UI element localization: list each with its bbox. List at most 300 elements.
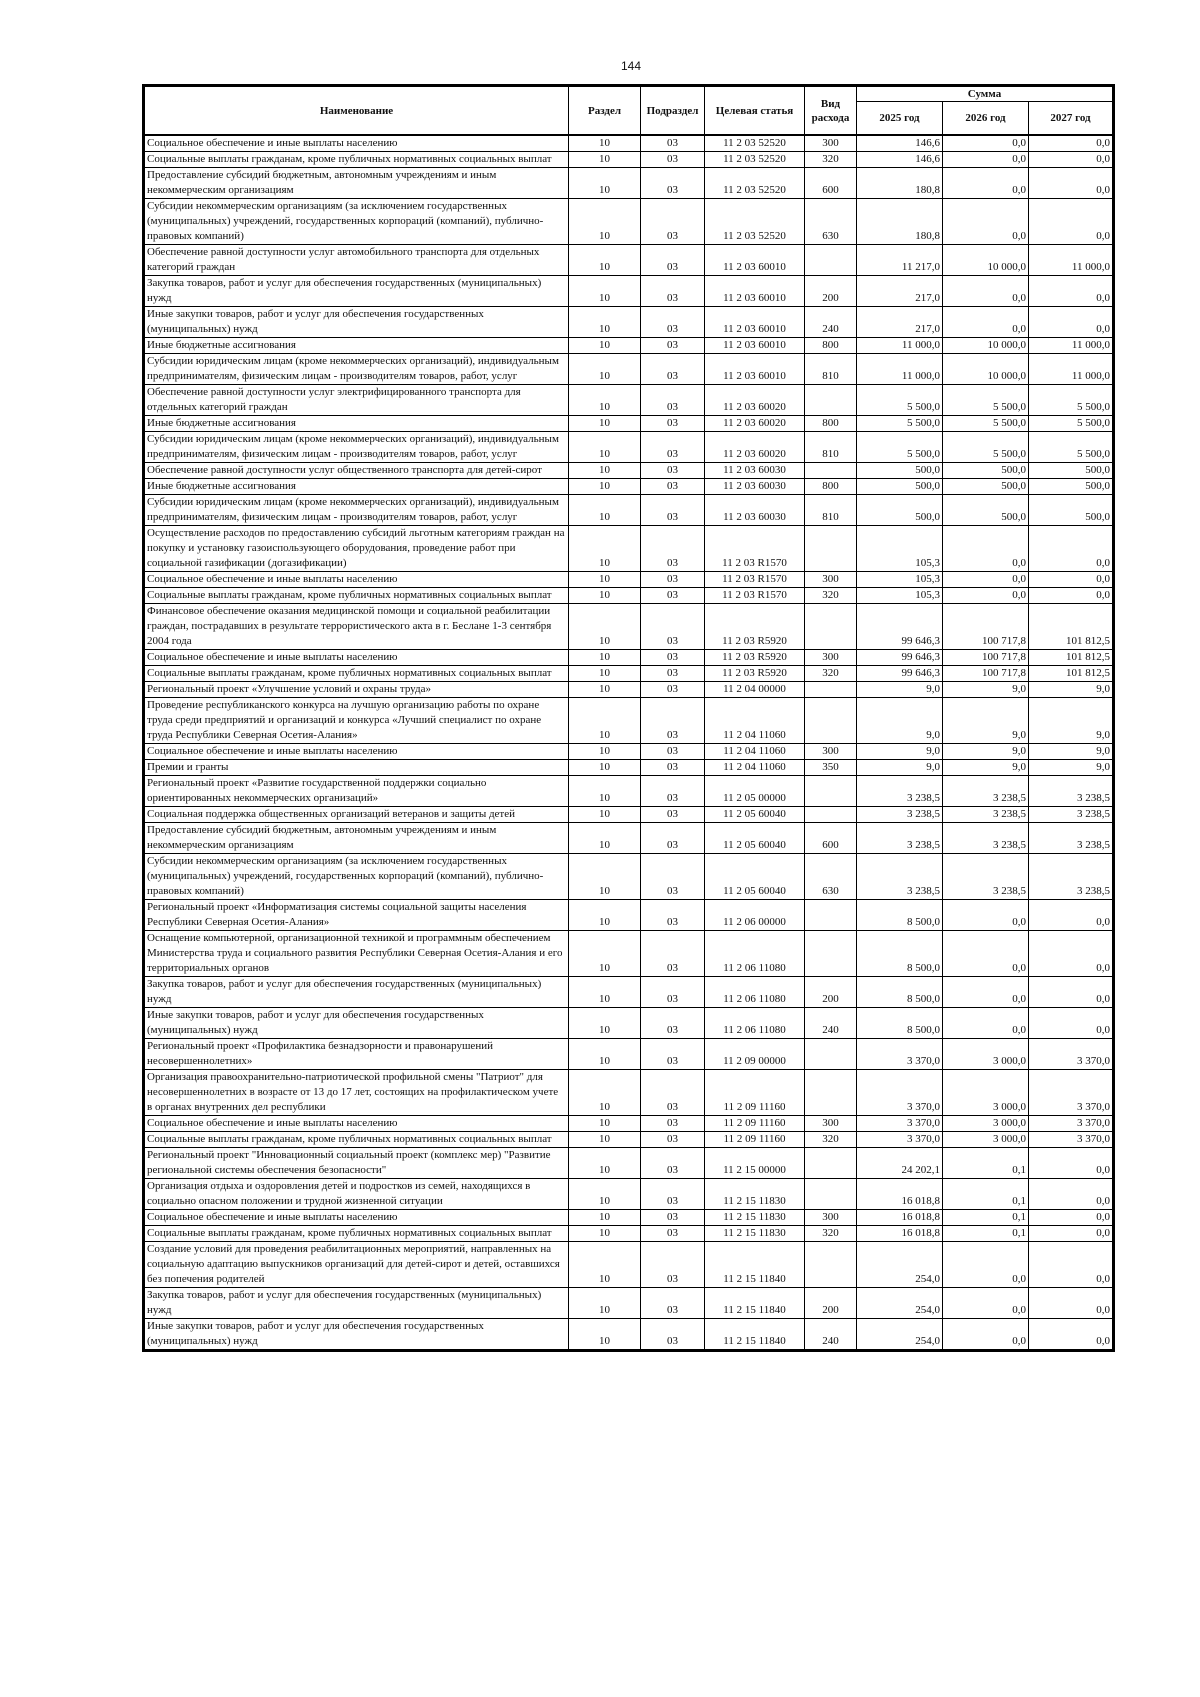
cell-podrazdel: 03 <box>641 1242 705 1288</box>
cell-tselevaya-statya: 11 2 06 11080 <box>705 977 805 1008</box>
cell-podrazdel: 03 <box>641 823 705 854</box>
cell-tselevaya-statya: 11 2 04 11060 <box>705 760 805 776</box>
cell-2025: 3 238,5 <box>857 854 943 900</box>
cell-razdel: 10 <box>569 199 641 245</box>
cell-vid-raskhoda: 300 <box>805 572 857 588</box>
cell-2027: 3 238,5 <box>1029 823 1113 854</box>
table-row <box>145 1226 1113 1242</box>
cell-tselevaya-statya: 11 2 03 60020 <box>705 385 805 416</box>
cell-tselevaya-statya: 11 2 15 11830 <box>705 1210 805 1226</box>
cell-razdel: 10 <box>569 1319 641 1350</box>
table-row <box>145 977 1113 1008</box>
cell-2025: 5 500,0 <box>857 432 943 463</box>
cell-vid-raskhoda: 300 <box>805 135 857 152</box>
cell-tselevaya-statya: 11 2 06 00000 <box>705 900 805 931</box>
cell-2026: 5 500,0 <box>943 416 1029 432</box>
cell-2025: 254,0 <box>857 1242 943 1288</box>
cell-podrazdel: 03 <box>641 135 705 152</box>
cell-2027: 11 000,0 <box>1029 354 1113 385</box>
table-row <box>145 807 1113 823</box>
header-tselevaya-statya: Целевая статья <box>705 87 805 136</box>
cell-vid-raskhoda: 200 <box>805 977 857 1008</box>
cell-2027: 3 370,0 <box>1029 1070 1113 1116</box>
cell-vid-raskhoda: 240 <box>805 1008 857 1039</box>
cell-razdel: 10 <box>569 588 641 604</box>
cell-tselevaya-statya: 11 2 09 11160 <box>705 1070 805 1116</box>
cell-tselevaya-statya: 11 2 05 60040 <box>705 807 805 823</box>
table-row <box>145 1070 1113 1116</box>
cell-vid-raskhoda <box>805 776 857 807</box>
cell-tselevaya-statya: 11 2 15 11840 <box>705 1288 805 1319</box>
cell-tselevaya-statya: 11 2 09 11160 <box>705 1132 805 1148</box>
cell-podrazdel: 03 <box>641 307 705 338</box>
cell-vid-raskhoda <box>805 526 857 572</box>
cell-tselevaya-statya: 11 2 03 52520 <box>705 152 805 168</box>
cell-name: Проведение республиканского конкурса на лучшую организацию работы по охране труда среди предприятий и организаций и конкурса «Лучший специалист по охране труда Республики Северная Осетия-Алания» <box>145 698 569 744</box>
cell-2025: 8 500,0 <box>857 977 943 1008</box>
header-razdel: Раздел <box>569 87 641 136</box>
cell-2027: 3 370,0 <box>1029 1039 1113 1070</box>
cell-2026: 3 238,5 <box>943 854 1029 900</box>
cell-razdel: 10 <box>569 1226 641 1242</box>
cell-2026: 0,0 <box>943 276 1029 307</box>
cell-2026: 0,0 <box>943 1008 1029 1039</box>
cell-podrazdel: 03 <box>641 1039 705 1070</box>
cell-vid-raskhoda: 350 <box>805 760 857 776</box>
cell-2027: 9,0 <box>1029 744 1113 760</box>
cell-2027: 0,0 <box>1029 199 1113 245</box>
cell-2025: 99 646,3 <box>857 666 943 682</box>
cell-2027: 3 238,5 <box>1029 807 1113 823</box>
cell-2027: 101 812,5 <box>1029 604 1113 650</box>
cell-2026: 0,0 <box>943 1319 1029 1350</box>
cell-name: Региональный проект "Инновационный социальный проект (комплекс мер) "Развитие региональной системы обеспечения безопасности" <box>145 1148 569 1179</box>
cell-tselevaya-statya: 11 2 03 60010 <box>705 354 805 385</box>
cell-podrazdel: 03 <box>641 650 705 666</box>
cell-2026: 100 717,8 <box>943 650 1029 666</box>
cell-razdel: 10 <box>569 168 641 199</box>
header-name: Наименование <box>145 87 569 136</box>
cell-tselevaya-statya: 11 2 05 60040 <box>705 854 805 900</box>
cell-tselevaya-statya: 11 2 03 60020 <box>705 416 805 432</box>
cell-tselevaya-statya: 11 2 06 11080 <box>705 931 805 977</box>
cell-vid-raskhoda <box>805 807 857 823</box>
cell-2026: 0,0 <box>943 572 1029 588</box>
cell-2025: 3 238,5 <box>857 823 943 854</box>
cell-tselevaya-statya: 11 2 15 00000 <box>705 1148 805 1179</box>
table-row <box>145 479 1113 495</box>
cell-podrazdel: 03 <box>641 698 705 744</box>
cell-razdel: 10 <box>569 1242 641 1288</box>
table-row <box>145 385 1113 416</box>
cell-2026: 0,0 <box>943 135 1029 152</box>
cell-vid-raskhoda <box>805 931 857 977</box>
cell-name: Организация правоохранительно-патриотической профильной смены "Патриот" для несовершеннолетних в возрасте от 13 до 17 лет, состоящих на профилактическом учете в органах внутренних дел республики <box>145 1070 569 1116</box>
cell-podrazdel: 03 <box>641 604 705 650</box>
cell-razdel: 10 <box>569 276 641 307</box>
cell-2025: 105,3 <box>857 572 943 588</box>
cell-name: Иные закупки товаров, работ и услуг для обеспечения государственных (муниципальных) нужд <box>145 307 569 338</box>
cell-vid-raskhoda <box>805 1039 857 1070</box>
cell-vid-raskhoda <box>805 463 857 479</box>
cell-tselevaya-statya: 11 2 03 R5920 <box>705 604 805 650</box>
cell-2026: 0,0 <box>943 931 1029 977</box>
cell-name: Региональный проект «Развитие государственной поддержки социально ориентированных некоммерческих организаций» <box>145 776 569 807</box>
cell-2025: 16 018,8 <box>857 1179 943 1210</box>
cell-podrazdel: 03 <box>641 1288 705 1319</box>
cell-podrazdel: 03 <box>641 479 705 495</box>
cell-2027: 0,0 <box>1029 900 1113 931</box>
cell-name: Социальные выплаты гражданам, кроме публичных нормативных социальных выплат <box>145 152 569 168</box>
cell-2026: 9,0 <box>943 698 1029 744</box>
cell-podrazdel: 03 <box>641 276 705 307</box>
cell-vid-raskhoda: 810 <box>805 432 857 463</box>
cell-tselevaya-statya: 11 2 03 60030 <box>705 495 805 526</box>
table-row <box>145 1008 1113 1039</box>
cell-name: Субсидии некоммерческим организациям (за исключением государственных (муниципальных) учреждений, государственных корпораций (компаний), публично-правовых компаний) <box>145 854 569 900</box>
cell-podrazdel: 03 <box>641 432 705 463</box>
cell-2026: 5 500,0 <box>943 385 1029 416</box>
header-2025: 2025 год <box>857 102 943 136</box>
cell-2025: 24 202,1 <box>857 1148 943 1179</box>
table-header <box>145 87 1113 136</box>
cell-2026: 100 717,8 <box>943 666 1029 682</box>
cell-razdel: 10 <box>569 479 641 495</box>
cell-2026: 0,0 <box>943 152 1029 168</box>
cell-2027: 0,0 <box>1029 1179 1113 1210</box>
cell-name: Социальное обеспечение и иные выплаты населению <box>145 650 569 666</box>
cell-2027: 0,0 <box>1029 1148 1113 1179</box>
cell-razdel: 10 <box>569 666 641 682</box>
cell-tselevaya-statya: 11 2 03 52520 <box>705 199 805 245</box>
cell-razdel: 10 <box>569 1132 641 1148</box>
cell-2027: 0,0 <box>1029 135 1113 152</box>
cell-razdel: 10 <box>569 823 641 854</box>
cell-tselevaya-statya: 11 2 03 60030 <box>705 463 805 479</box>
cell-tselevaya-statya: 11 2 03 R5920 <box>705 650 805 666</box>
cell-razdel: 10 <box>569 495 641 526</box>
cell-name: Организация отдыха и оздоровления детей и подростков из семей, находящихся в социально опасном положении и трудной жизненной ситуации <box>145 1179 569 1210</box>
cell-name: Обеспечение равной доступности услуг общественного транспорта для детей-сирот <box>145 463 569 479</box>
cell-tselevaya-statya: 11 2 15 11840 <box>705 1242 805 1288</box>
cell-podrazdel: 03 <box>641 572 705 588</box>
cell-name: Социальное обеспечение и иные выплаты населению <box>145 1116 569 1132</box>
cell-2026: 500,0 <box>943 479 1029 495</box>
cell-2025: 8 500,0 <box>857 1008 943 1039</box>
cell-razdel: 10 <box>569 152 641 168</box>
cell-2026: 0,0 <box>943 588 1029 604</box>
table-row <box>145 604 1113 650</box>
header-2026: 2026 год <box>943 102 1029 136</box>
cell-2025: 9,0 <box>857 744 943 760</box>
cell-2025: 5 500,0 <box>857 416 943 432</box>
cell-2025: 3 370,0 <box>857 1070 943 1116</box>
cell-name: Создание условий для проведения реабилитационных мероприятий, направленных на социальную адаптацию выпускников организаций для детей-сирот и детей, оставшихся без попечения родителей <box>145 1242 569 1288</box>
cell-2025: 16 018,8 <box>857 1226 943 1242</box>
cell-podrazdel: 03 <box>641 1148 705 1179</box>
table-row <box>145 698 1113 744</box>
cell-2025: 105,3 <box>857 588 943 604</box>
cell-name: Иные бюджетные ассигнования <box>145 479 569 495</box>
table-row <box>145 854 1113 900</box>
cell-vid-raskhoda <box>805 1179 857 1210</box>
cell-2027: 0,0 <box>1029 526 1113 572</box>
table-row <box>145 650 1113 666</box>
table-row <box>145 1210 1113 1226</box>
cell-tselevaya-statya: 11 2 03 R1570 <box>705 572 805 588</box>
table-row <box>145 1319 1113 1350</box>
cell-2025: 180,8 <box>857 168 943 199</box>
cell-tselevaya-statya: 11 2 15 11830 <box>705 1226 805 1242</box>
cell-podrazdel: 03 <box>641 682 705 698</box>
cell-2026: 5 500,0 <box>943 432 1029 463</box>
cell-2027: 11 000,0 <box>1029 338 1113 354</box>
cell-2025: 146,6 <box>857 152 943 168</box>
cell-name: Предоставление субсидий бюджетным, автономным учреждениям и иным некоммерческим организациям <box>145 168 569 199</box>
cell-2026: 3 000,0 <box>943 1132 1029 1148</box>
cell-tselevaya-statya: 11 2 15 11840 <box>705 1319 805 1350</box>
cell-2025: 11 000,0 <box>857 354 943 385</box>
cell-2027: 500,0 <box>1029 463 1113 479</box>
cell-vid-raskhoda: 320 <box>805 152 857 168</box>
table-row <box>145 588 1113 604</box>
cell-tselevaya-statya: 11 2 03 60010 <box>705 276 805 307</box>
cell-name: Обеспечение равной доступности услуг автомобильного транспорта для отдельных категорий граждан <box>145 245 569 276</box>
table-row <box>145 463 1113 479</box>
cell-vid-raskhoda: 810 <box>805 354 857 385</box>
header-podrazdel: Подраздел <box>641 87 705 136</box>
cell-podrazdel: 03 <box>641 1070 705 1116</box>
cell-2026: 3 238,5 <box>943 823 1029 854</box>
cell-podrazdel: 03 <box>641 245 705 276</box>
cell-2025: 5 500,0 <box>857 385 943 416</box>
cell-podrazdel: 03 <box>641 385 705 416</box>
table-row <box>145 495 1113 526</box>
table-row <box>145 245 1113 276</box>
cell-podrazdel: 03 <box>641 807 705 823</box>
cell-2025: 217,0 <box>857 307 943 338</box>
cell-vid-raskhoda: 240 <box>805 307 857 338</box>
cell-tselevaya-statya: 11 2 04 11060 <box>705 744 805 760</box>
cell-2027: 0,0 <box>1029 572 1113 588</box>
cell-2027: 0,0 <box>1029 1288 1113 1319</box>
cell-2025: 146,6 <box>857 135 943 152</box>
table-row <box>145 276 1113 307</box>
cell-2027: 0,0 <box>1029 588 1113 604</box>
cell-2027: 0,0 <box>1029 276 1113 307</box>
cell-vid-raskhoda <box>805 385 857 416</box>
cell-podrazdel: 03 <box>641 463 705 479</box>
cell-2026: 3 238,5 <box>943 776 1029 807</box>
cell-razdel: 10 <box>569 854 641 900</box>
cell-tselevaya-statya: 11 2 05 00000 <box>705 776 805 807</box>
cell-2025: 500,0 <box>857 479 943 495</box>
table-row <box>145 931 1113 977</box>
cell-razdel: 10 <box>569 1148 641 1179</box>
cell-2026: 3 000,0 <box>943 1039 1029 1070</box>
cell-podrazdel: 03 <box>641 416 705 432</box>
cell-name: Иные бюджетные ассигнования <box>145 338 569 354</box>
cell-podrazdel: 03 <box>641 1210 705 1226</box>
cell-2026: 3 000,0 <box>943 1070 1029 1116</box>
cell-2026: 0,0 <box>943 199 1029 245</box>
cell-podrazdel: 03 <box>641 1132 705 1148</box>
cell-2025: 217,0 <box>857 276 943 307</box>
cell-2027: 0,0 <box>1029 307 1113 338</box>
cell-name: Региональный проект «Улучшение условий и охраны труда» <box>145 682 569 698</box>
cell-2027: 0,0 <box>1029 152 1113 168</box>
cell-razdel: 10 <box>569 807 641 823</box>
cell-podrazdel: 03 <box>641 495 705 526</box>
cell-vid-raskhoda: 600 <box>805 823 857 854</box>
table-row <box>145 1039 1113 1070</box>
cell-vid-raskhoda: 630 <box>805 199 857 245</box>
cell-name: Закупка товаров, работ и услуг для обеспечения государственных (муниципальных) нужд <box>145 276 569 307</box>
cell-2025: 9,0 <box>857 760 943 776</box>
cell-name: Региональный проект «Информатизация системы социальной защиты населения Республики Северная Осетия-Алания» <box>145 900 569 931</box>
cell-2026: 0,0 <box>943 977 1029 1008</box>
cell-name: Социальные выплаты гражданам, кроме публичных нормативных социальных выплат <box>145 1226 569 1242</box>
cell-2027: 3 370,0 <box>1029 1116 1113 1132</box>
cell-razdel: 10 <box>569 931 641 977</box>
cell-razdel: 10 <box>569 1116 641 1132</box>
cell-tselevaya-statya: 11 2 03 60010 <box>705 338 805 354</box>
cell-tselevaya-statya: 11 2 03 52520 <box>705 135 805 152</box>
cell-2026: 0,1 <box>943 1210 1029 1226</box>
cell-2026: 500,0 <box>943 463 1029 479</box>
cell-razdel: 10 <box>569 245 641 276</box>
table-row <box>145 1132 1113 1148</box>
cell-2027: 0,0 <box>1029 168 1113 199</box>
cell-podrazdel: 03 <box>641 588 705 604</box>
cell-name: Предоставление субсидий бюджетным, автономным учреждениям и иным некоммерческим организациям <box>145 823 569 854</box>
cell-2027: 0,0 <box>1029 977 1113 1008</box>
cell-name: Субсидии некоммерческим организациям (за исключением государственных (муниципальных) учреждений, государственных корпораций (компаний), публично-правовых компаний) <box>145 199 569 245</box>
cell-2027: 3 238,5 <box>1029 854 1113 900</box>
cell-podrazdel: 03 <box>641 1226 705 1242</box>
cell-tselevaya-statya: 11 2 09 11160 <box>705 1116 805 1132</box>
cell-podrazdel: 03 <box>641 854 705 900</box>
cell-razdel: 10 <box>569 977 641 1008</box>
cell-2027: 9,0 <box>1029 682 1113 698</box>
cell-2027: 5 500,0 <box>1029 432 1113 463</box>
cell-2025: 99 646,3 <box>857 604 943 650</box>
table-row <box>145 152 1113 168</box>
table-row <box>145 776 1113 807</box>
table-row <box>145 744 1113 760</box>
cell-2027: 9,0 <box>1029 760 1113 776</box>
table-row <box>145 168 1113 199</box>
table-row <box>145 900 1113 931</box>
cell-2026: 3 238,5 <box>943 807 1029 823</box>
cell-2026: 0,0 <box>943 1242 1029 1288</box>
cell-name: Региональный проект «Профилактика безнадзорности и правонарушений несовершеннолетних» <box>145 1039 569 1070</box>
table-row <box>145 666 1113 682</box>
cell-2027: 5 500,0 <box>1029 416 1113 432</box>
header-summa: Сумма <box>857 87 1113 102</box>
cell-tselevaya-statya: 11 2 03 60020 <box>705 432 805 463</box>
cell-2025: 254,0 <box>857 1319 943 1350</box>
table-row <box>145 1116 1113 1132</box>
cell-name: Осуществление расходов по предоставлению субсидий льготным категориям граждан на покупку и установку газоиспользующего оборудования, проведение работ при социальной газификации (догазификации) <box>145 526 569 572</box>
cell-2025: 500,0 <box>857 495 943 526</box>
cell-2027: 500,0 <box>1029 495 1113 526</box>
cell-razdel: 10 <box>569 307 641 338</box>
table-row <box>145 338 1113 354</box>
cell-tselevaya-statya: 11 2 05 60040 <box>705 823 805 854</box>
cell-name: Премии и гранты <box>145 760 569 776</box>
cell-2027: 0,0 <box>1029 1242 1113 1288</box>
cell-vid-raskhoda: 320 <box>805 1226 857 1242</box>
cell-tselevaya-statya: 11 2 03 R5920 <box>705 666 805 682</box>
cell-razdel: 10 <box>569 1288 641 1319</box>
cell-podrazdel: 03 <box>641 666 705 682</box>
cell-2027: 101 812,5 <box>1029 650 1113 666</box>
header-vid-raskhoda: Вид расхода <box>805 87 857 136</box>
cell-podrazdel: 03 <box>641 977 705 1008</box>
cell-name: Субсидии юридическим лицам (кроме некоммерческих организаций), индивидуальным предпринимателям, физическим лицам - производителям товаров, работ, услуг <box>145 354 569 385</box>
cell-razdel: 10 <box>569 354 641 385</box>
cell-tselevaya-statya: 11 2 15 11830 <box>705 1179 805 1210</box>
cell-2026: 0,0 <box>943 307 1029 338</box>
cell-vid-raskhoda <box>805 1242 857 1288</box>
cell-razdel: 10 <box>569 416 641 432</box>
cell-podrazdel: 03 <box>641 152 705 168</box>
cell-name: Оснащение компьютерной, организационной техникой и программным обеспечением Министерства труда и социального развития Республики Северная Осетия-Алания и его территориальных органов <box>145 931 569 977</box>
cell-2025: 500,0 <box>857 463 943 479</box>
header-2027: 2027 год <box>1029 102 1113 136</box>
cell-name: Закупка товаров, работ и услуг для обеспечения государственных (муниципальных) нужд <box>145 977 569 1008</box>
cell-vid-raskhoda: 320 <box>805 588 857 604</box>
cell-2025: 11 217,0 <box>857 245 943 276</box>
cell-vid-raskhoda: 800 <box>805 416 857 432</box>
budget-table <box>144 86 1113 1350</box>
table-row <box>145 416 1113 432</box>
cell-2026: 10 000,0 <box>943 338 1029 354</box>
cell-2026: 9,0 <box>943 682 1029 698</box>
cell-name: Субсидии юридическим лицам (кроме некоммерческих организаций), индивидуальным предпринимателям, физическим лицам - производителям товаров, работ, услуг <box>145 432 569 463</box>
cell-vid-raskhoda <box>805 682 857 698</box>
cell-razdel: 10 <box>569 463 641 479</box>
page-number: 144 <box>620 59 642 73</box>
cell-name: Социальное обеспечение и иные выплаты населению <box>145 1210 569 1226</box>
cell-razdel: 10 <box>569 572 641 588</box>
cell-razdel: 10 <box>569 900 641 931</box>
cell-podrazdel: 03 <box>641 526 705 572</box>
cell-tselevaya-statya: 11 2 03 R1570 <box>705 526 805 572</box>
cell-razdel: 10 <box>569 698 641 744</box>
cell-2025: 3 370,0 <box>857 1132 943 1148</box>
cell-2026: 10 000,0 <box>943 245 1029 276</box>
cell-vid-raskhoda: 320 <box>805 666 857 682</box>
cell-name: Социальное обеспечение и иные выплаты населению <box>145 744 569 760</box>
cell-2027: 0,0 <box>1029 1210 1113 1226</box>
cell-razdel: 10 <box>569 1210 641 1226</box>
cell-name: Социальные выплаты гражданам, кроме публичных нормативных социальных выплат <box>145 1132 569 1148</box>
cell-2027: 0,0 <box>1029 1226 1113 1242</box>
cell-podrazdel: 03 <box>641 168 705 199</box>
cell-2026: 0,1 <box>943 1148 1029 1179</box>
cell-podrazdel: 03 <box>641 354 705 385</box>
cell-2026: 0,0 <box>943 900 1029 931</box>
cell-razdel: 10 <box>569 604 641 650</box>
cell-2026: 9,0 <box>943 760 1029 776</box>
cell-vid-raskhoda: 810 <box>805 495 857 526</box>
cell-vid-raskhoda: 200 <box>805 1288 857 1319</box>
table-row <box>145 572 1113 588</box>
cell-2026: 0,1 <box>943 1226 1029 1242</box>
cell-razdel: 10 <box>569 682 641 698</box>
